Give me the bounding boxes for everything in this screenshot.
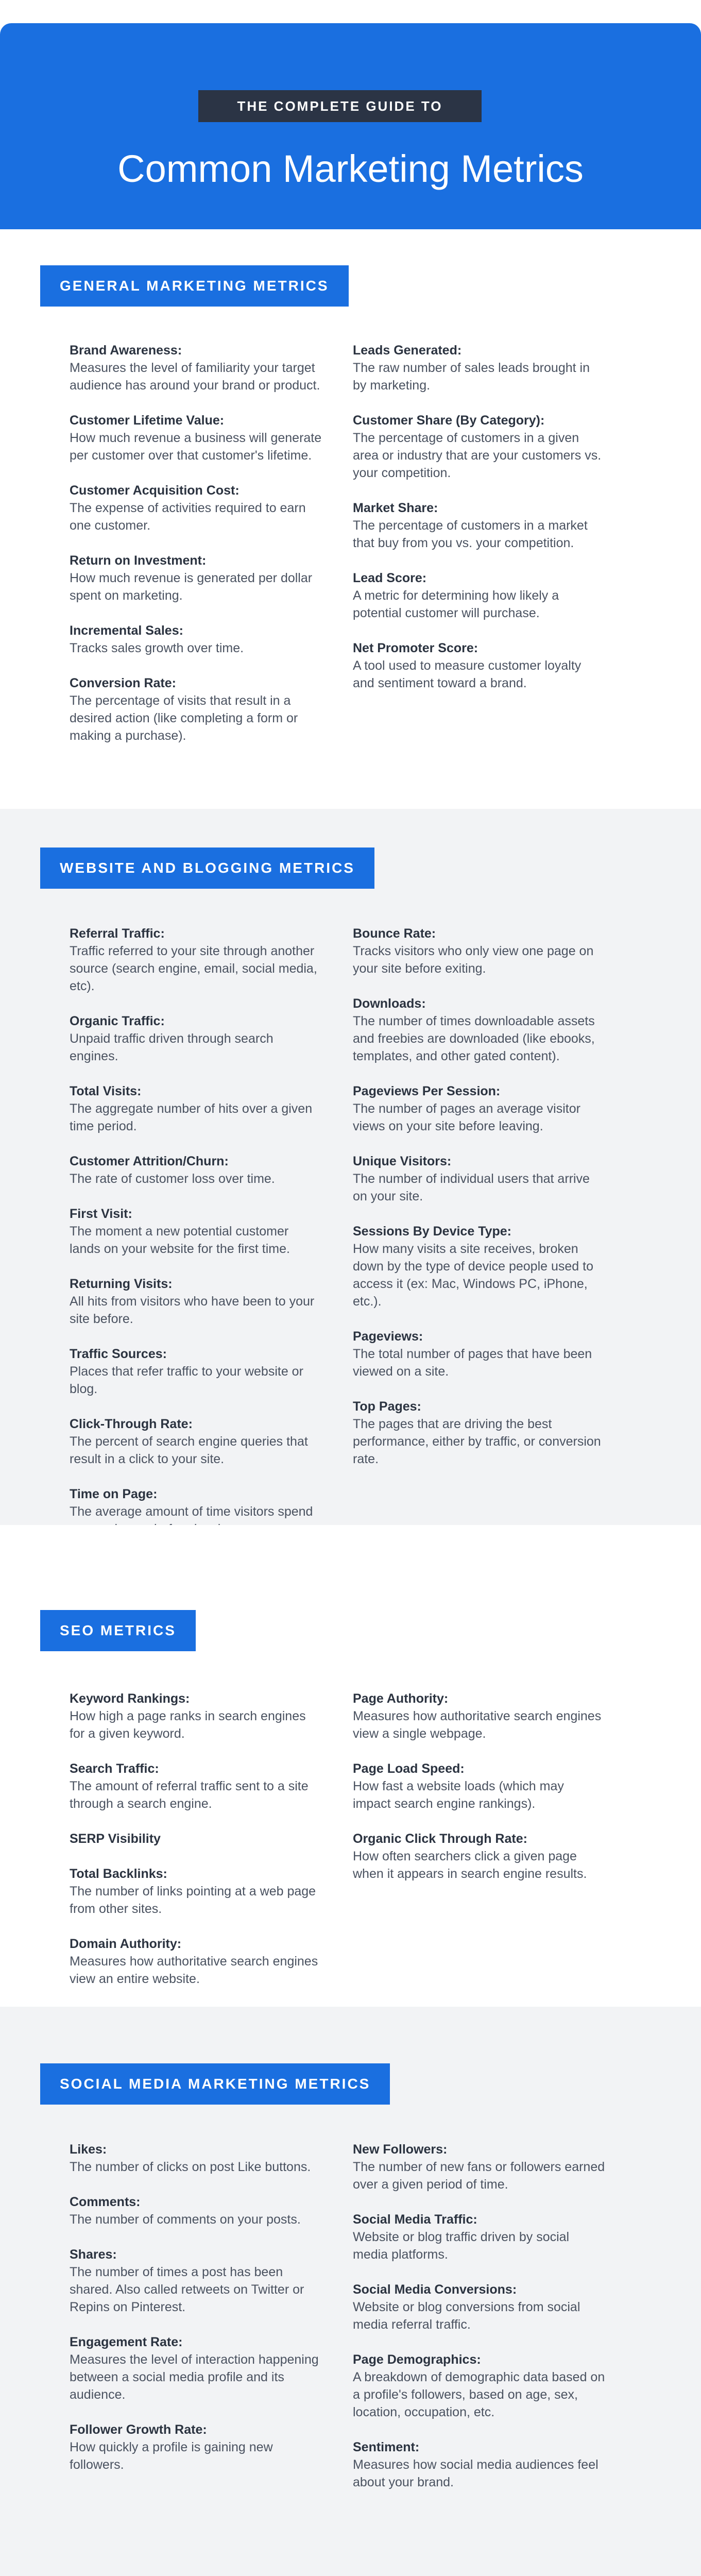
metric-item: [70, 552, 322, 604]
metric-description: The percentage of customers in a given area or industry that are your customers vs. your competition.: [353, 431, 602, 480]
metric-term: Incremental Sales:: [70, 623, 183, 638]
metric-description: A metric for determining how likely a potential customer will purchase.: [353, 588, 559, 620]
metric-term: Click-Through Rate:: [70, 1417, 193, 1431]
metric-item: [353, 342, 605, 394]
section-label-seo: SEO METRICS: [40, 1610, 196, 1651]
metric-item: [353, 412, 605, 482]
metric-description: The percentage of visits that result in a desired action (like completing a form or making a purchase).: [70, 693, 298, 743]
section-website: [0, 809, 701, 1525]
metric-term: Traffic Sources:: [70, 1347, 167, 1361]
metric-item: [70, 412, 322, 464]
metric-term: Lead Score:: [353, 571, 427, 585]
metric-item: [70, 342, 322, 394]
metric-item: [353, 1398, 605, 1468]
metric-item: [70, 2246, 322, 2316]
metric-term: Page Load Speed:: [353, 1761, 465, 1776]
metric-term: Social Media Conversions:: [353, 2282, 517, 2297]
metric-term: Customer Acquisition Cost:: [70, 483, 240, 498]
metric-term: Pageviews Per Session:: [353, 1084, 501, 1098]
metric-term: Shares:: [70, 2247, 117, 2262]
metric-item: [70, 2421, 322, 2473]
section-label-website: WEBSITE AND BLOGGING METRICS: [40, 848, 374, 889]
metric-description: Measures how social media audiences feel about your brand.: [353, 2458, 599, 2489]
metric-item: [70, 1345, 322, 1398]
metric-description: Website or blog conversions from social media referral traffic.: [353, 2300, 580, 2332]
seo-right-column: [353, 1690, 605, 1900]
metric-term: Total Backlinks:: [70, 1867, 167, 1881]
metric-item: [70, 2193, 322, 2228]
metric-item: [353, 1153, 605, 1205]
metric-term: Social Media Traffic:: [353, 2212, 477, 2227]
metric-description: How much revenue a business will generate per customer over that customer's lifetime.: [70, 431, 322, 463]
metric-item: [353, 1690, 605, 1742]
metric-term: Customer Share (By Category):: [353, 413, 545, 428]
metric-item: [353, 2211, 605, 2263]
metric-term: Customer Attrition/Churn:: [70, 1154, 229, 1168]
metric-description: The number of new fans or followers earned over a given period of time.: [353, 2160, 605, 2192]
metric-description: How much revenue is generated per dollar spent on marketing.: [70, 571, 313, 603]
website-left-column: [70, 925, 322, 1555]
metric-item: [70, 2141, 322, 2176]
metric-description: The raw number of sales leads brought in by marketing.: [353, 361, 590, 393]
metric-item: [353, 1760, 605, 1812]
metric-term: Follower Growth Rate:: [70, 2422, 207, 2437]
metric-term: Keyword Rankings:: [70, 1691, 190, 1706]
metric-term: SERP Visibility: [70, 1832, 161, 1846]
metric-item: [70, 1275, 322, 1328]
metric-term: Leads Generated:: [353, 343, 462, 358]
metric-term: Conversion Rate:: [70, 676, 176, 690]
metric-term: Referral Traffic:: [70, 926, 165, 941]
metric-description: Tracks sales growth over time.: [70, 641, 244, 655]
metric-description: How often searchers click a given page when it appears in search engine results.: [353, 1849, 587, 1881]
metric-term: Organic Click Through Rate:: [353, 1832, 527, 1846]
metric-item: [70, 1830, 322, 1848]
metric-term: Pageviews:: [353, 1329, 423, 1344]
metric-description: The rate of customer loss over time.: [70, 1172, 275, 1186]
metric-term: Bounce Rate:: [353, 926, 436, 941]
metric-item: [70, 1935, 322, 1988]
section-label-general: GENERAL MARKETING METRICS: [40, 265, 349, 307]
metric-item: [353, 1082, 605, 1135]
metric-term: Organic Traffic:: [70, 1014, 165, 1028]
metric-item: [70, 1760, 322, 1812]
metric-term: Likes:: [70, 2142, 107, 2157]
metric-term: Net Promoter Score:: [353, 641, 478, 655]
metric-term: New Followers:: [353, 2142, 448, 2157]
metric-description: A tool used to measure customer loyalty and sentiment toward a brand.: [353, 658, 582, 690]
metric-item: [353, 925, 605, 977]
metric-item: [70, 674, 322, 744]
metric-description: A breakdown of demographic data based on a profile's followers, based on age, sex, location, occupation, etc.: [353, 2370, 605, 2419]
metric-term: Market Share:: [353, 501, 438, 515]
metric-item: [353, 1223, 605, 1310]
metric-item: [353, 569, 605, 622]
metric-term: Customer Lifetime Value:: [70, 413, 225, 428]
metric-item: [70, 482, 322, 534]
metric-description: The expense of activities required to earn one customer.: [70, 501, 306, 533]
metric-description: The amount of referral traffic sent to a site through a search engine.: [70, 1779, 309, 1811]
metric-item: [353, 2141, 605, 2193]
page-header: [0, 23, 701, 229]
metric-term: Total Visits:: [70, 1084, 142, 1098]
metric-term: Sessions By Device Type:: [353, 1224, 512, 1239]
metric-description: How many visits a site receives, broken down by the type of device people used to access it (ex: Mac, Windows PC, iPhone, etc.).: [353, 1242, 593, 1309]
metric-term: Brand Awareness:: [70, 343, 182, 358]
seo-left-column: [70, 1690, 322, 2005]
general-right-column: [353, 342, 605, 709]
metric-description: How fast a website loads (which may impact search engine rankings).: [353, 1779, 564, 1811]
metric-description: The number of times a post has been shared. Also called retweets on Twitter or Repins on Pinterest.: [70, 2265, 304, 2314]
metric-term: Page Demographics:: [353, 2352, 481, 2367]
metric-term: Domain Authority:: [70, 1937, 182, 1951]
metric-description: The aggregate number of hits over a given time period.: [70, 1101, 313, 1133]
metric-term: Engagement Rate:: [70, 2335, 183, 2349]
metric-description: All hits from visitors who have been to your site before.: [70, 1294, 315, 1326]
section-general: [0, 229, 701, 809]
metric-description: Website or blog traffic driven by social media platforms.: [353, 2230, 570, 2262]
website-right-column: [353, 925, 605, 1485]
metric-description: The number of times downloadable assets and freebies are downloaded (like ebooks, templates, and other gated content).: [353, 1014, 595, 1063]
guide-eyebrow: THE COMPLETE GUIDE TO: [198, 90, 482, 122]
section-label-social: SOCIAL MEDIA MARKETING METRICS: [40, 2063, 390, 2105]
metric-item: [70, 925, 322, 995]
metric-item: [70, 1690, 322, 1742]
metric-item: [353, 1830, 605, 1883]
metric-description: How quickly a profile is gaining new followers.: [70, 2440, 273, 2472]
metric-term: Sentiment:: [353, 2440, 420, 2454]
metric-description: The total number of pages that have been viewed on a site.: [353, 1347, 592, 1379]
metric-item: [70, 622, 322, 657]
metric-term: Returning Visits:: [70, 1277, 173, 1291]
metric-item: [70, 1082, 322, 1135]
metric-term: First Visit:: [70, 1207, 132, 1221]
metric-item: [353, 2438, 605, 2491]
metric-description: The moment a new potential customer lands on your website for the first time.: [70, 1224, 290, 1256]
metric-description: The number of individual users that arrive on your site.: [353, 1172, 590, 1204]
metric-item: [70, 2333, 322, 2403]
metric-item: [70, 1205, 322, 1258]
metric-term: Comments:: [70, 2195, 141, 2209]
section-seo: [0, 1525, 701, 2007]
metric-item: [353, 1328, 605, 1380]
metric-description: Measures how authoritative search engines view a single webpage.: [353, 1709, 602, 1741]
metric-description: The number of links pointing at a web page from other sites.: [70, 1884, 316, 1916]
metric-description: How high a page ranks in search engines for a given keyword.: [70, 1709, 306, 1741]
metric-term: Time on Page:: [70, 1487, 158, 1501]
metric-description: The pages that are driving the best performance, either by traffic, or conversion rate.: [353, 1417, 601, 1466]
metric-description: Measures the level of familiarity your target audience has around your brand or product.: [70, 361, 320, 393]
metric-item: [353, 639, 605, 692]
metric-term: Page Authority:: [353, 1691, 449, 1706]
metric-item: [70, 1012, 322, 1065]
metric-description: The percentage of customers in a market that buy from you vs. your competition.: [353, 518, 588, 550]
metric-term: Downloads:: [353, 996, 426, 1011]
metric-item: [353, 2281, 605, 2333]
metric-description: The number of clicks on post Like buttons.: [70, 2160, 311, 2174]
metric-description: The percent of search engine queries that result in a click to your site.: [70, 1434, 308, 1466]
metric-item: [353, 2351, 605, 2421]
general-left-column: [70, 342, 322, 762]
metric-description: The number of comments on your posts.: [70, 2212, 301, 2227]
metric-term: Top Pages:: [353, 1399, 421, 1414]
metric-description: Places that refer traffic to your website or blog.: [70, 1364, 303, 1396]
social-right-column: [353, 2141, 605, 2509]
metric-item: [70, 1415, 322, 1468]
metric-description: Traffic referred to your site through another source (search engine, email, social media, etc).: [70, 944, 317, 993]
metric-term: Unique Visitors:: [353, 1154, 452, 1168]
metric-description: Measures the level of interaction happening between a social media profile and its audience.: [70, 2352, 319, 2402]
metric-item: [353, 499, 605, 552]
metric-description: The number of pages an average visitor views on your site before leaving.: [353, 1101, 580, 1133]
metric-term: Return on Investment:: [70, 553, 207, 568]
metric-item: [70, 1153, 322, 1188]
social-left-column: [70, 2141, 322, 2491]
metric-term: Search Traffic:: [70, 1761, 159, 1776]
metric-item: [70, 1865, 322, 1918]
metric-description: Unpaid traffic driven through search engines.: [70, 1031, 273, 1063]
metric-description: Tracks visitors who only view one page on your site before exiting.: [353, 944, 594, 976]
section-social: [0, 2007, 701, 2576]
metric-item: [353, 995, 605, 1065]
metric-description: The average amount of time visitors spend: [70, 1504, 313, 1519]
metric-description: Measures how authoritative search engines view an entire website.: [70, 1954, 318, 1986]
page-title: Common Marketing Metrics: [117, 147, 584, 190]
